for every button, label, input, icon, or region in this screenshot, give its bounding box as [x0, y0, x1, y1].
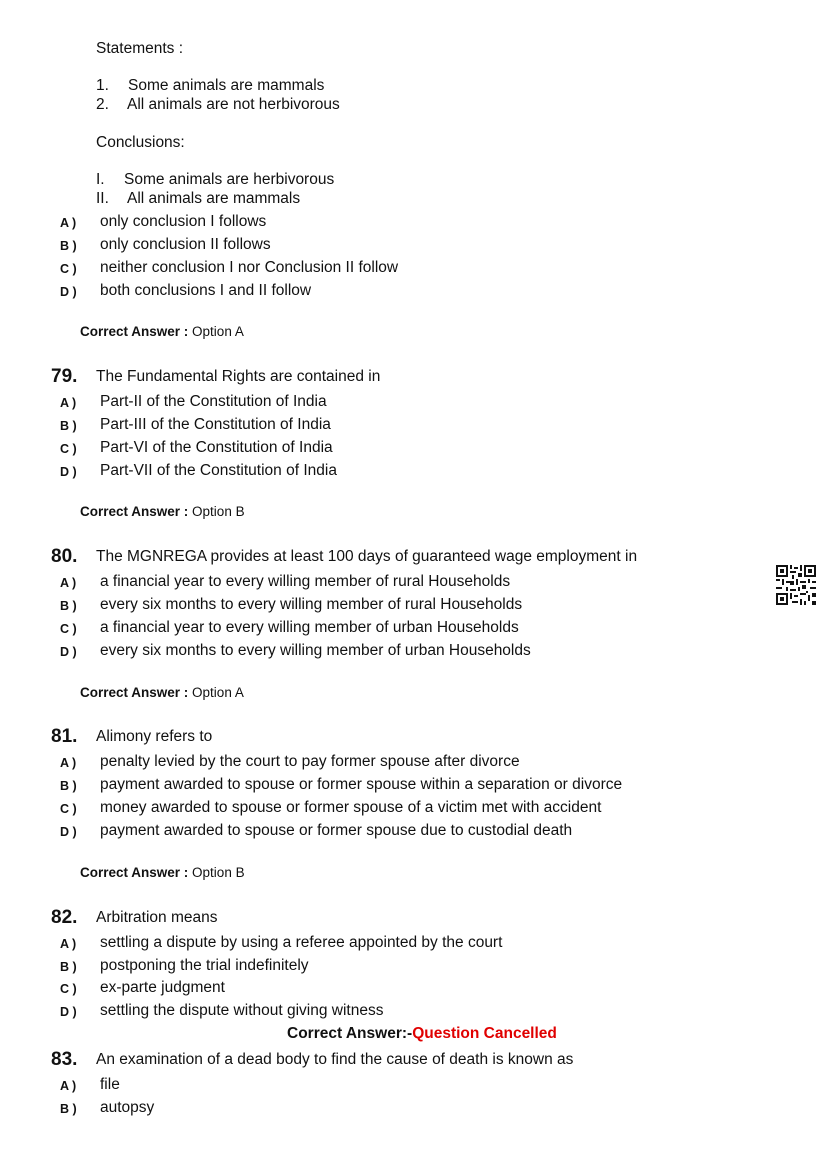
option-label: D )	[60, 645, 77, 659]
option-label: C )	[60, 262, 77, 276]
correct-answer: Correct Answer : Option A	[80, 324, 244, 339]
option-text: autopsy	[100, 1099, 155, 1116]
option-label: A )	[60, 576, 77, 590]
option-label: A )	[60, 396, 77, 410]
option-text: only conclusion I follows	[100, 213, 267, 230]
option-text: Part-VI of the Constitution of India	[100, 439, 333, 456]
option-label: A )	[60, 937, 77, 951]
statement-number: 2.	[96, 96, 109, 113]
conclusions-heading: Conclusions:	[96, 134, 185, 151]
option-text: money awarded to spouse or former spouse of a victim met with accident	[100, 799, 602, 816]
option-text: a financial year to every willing member of urban Households	[100, 619, 519, 636]
option-text: payment awarded to spouse or former spouse due to custodial death	[100, 822, 573, 839]
option-label: B )	[60, 960, 77, 974]
option-label: C )	[60, 802, 77, 816]
option-label: A )	[60, 1079, 77, 1093]
option-label: D )	[60, 825, 77, 839]
option-label: C )	[60, 442, 77, 456]
option-text: payment awarded to spouse or former spouse within a separation or divorce	[100, 776, 623, 793]
option-text: only conclusion II follows	[100, 236, 271, 253]
correct-answer: Correct Answer : Option A	[80, 685, 244, 700]
option-text: both conclusions I and II follow	[100, 282, 312, 299]
option-text: penalty levied by the court to pay former spouse after divorce	[100, 753, 520, 770]
option-label: D )	[60, 285, 77, 299]
option-text: Part-II of the Constitution of India	[100, 393, 327, 410]
option-label: B )	[60, 419, 77, 433]
option-text: ex-parte judgment	[100, 979, 225, 996]
question-number: 83.	[51, 1049, 78, 1070]
question-number: 81.	[51, 726, 78, 747]
option-text: settling a dispute by using a referee appointed by the court	[100, 934, 503, 951]
option-text: every six months to every willing member of rural Households	[100, 596, 523, 613]
conclusion-number: I.	[96, 171, 105, 188]
option-label: B )	[60, 779, 77, 793]
option-label: D )	[60, 465, 77, 479]
statement-text: Some animals are mammals	[128, 77, 325, 94]
question-text: The Fundamental Rights are contained in	[96, 368, 381, 385]
conclusion-number: II.	[96, 190, 109, 207]
conclusion-text: All animals are mammals	[127, 190, 301, 207]
option-text: settling the dispute without giving witness	[100, 1002, 384, 1019]
statements-heading: Statements :	[96, 40, 184, 57]
option-text: a financial year to every willing member of rural Households	[100, 573, 511, 590]
question-number: 82.	[51, 907, 78, 928]
question-number: 80.	[51, 546, 78, 567]
correct-answer: Correct Answer : Option B	[80, 865, 245, 880]
option-label: A )	[60, 756, 77, 770]
option-text: neither conclusion I nor Conclusion II follow	[100, 259, 399, 276]
question-number: 79.	[51, 366, 78, 387]
option-label: C )	[60, 982, 77, 996]
option-label: B )	[60, 1102, 77, 1116]
correct-answer: Correct Answer : Option B	[80, 504, 245, 519]
option-text: every six months to every willing member of urban Households	[100, 642, 531, 659]
option-text: Part-VII of the Constitution of India	[100, 462, 337, 479]
statement-text: All animals are not herbivorous	[127, 96, 340, 113]
option-label: D )	[60, 1005, 77, 1019]
qr-code-icon	[776, 565, 816, 605]
conclusion-text: Some animals are herbivorous	[124, 171, 335, 188]
correct-answer-cancelled: Correct Answer:-Question Cancelled	[287, 1025, 557, 1042]
statement-number: 1.	[96, 77, 109, 94]
question-text: An examination of a dead body to find the cause of death is known as	[96, 1051, 574, 1068]
question-text: Arbitration means	[96, 909, 218, 926]
option-text: file	[100, 1076, 120, 1093]
option-label: B )	[60, 239, 77, 253]
option-label: B )	[60, 599, 77, 613]
option-text: Part-III of the Constitution of India	[100, 416, 331, 433]
option-text: postponing the trial indefinitely	[100, 957, 309, 974]
question-text: Alimony refers to	[96, 728, 213, 745]
option-label: C )	[60, 622, 77, 636]
question-text: The MGNREGA provides at least 100 days of guaranteed wage employment in	[96, 548, 638, 565]
option-label: A )	[60, 216, 77, 230]
